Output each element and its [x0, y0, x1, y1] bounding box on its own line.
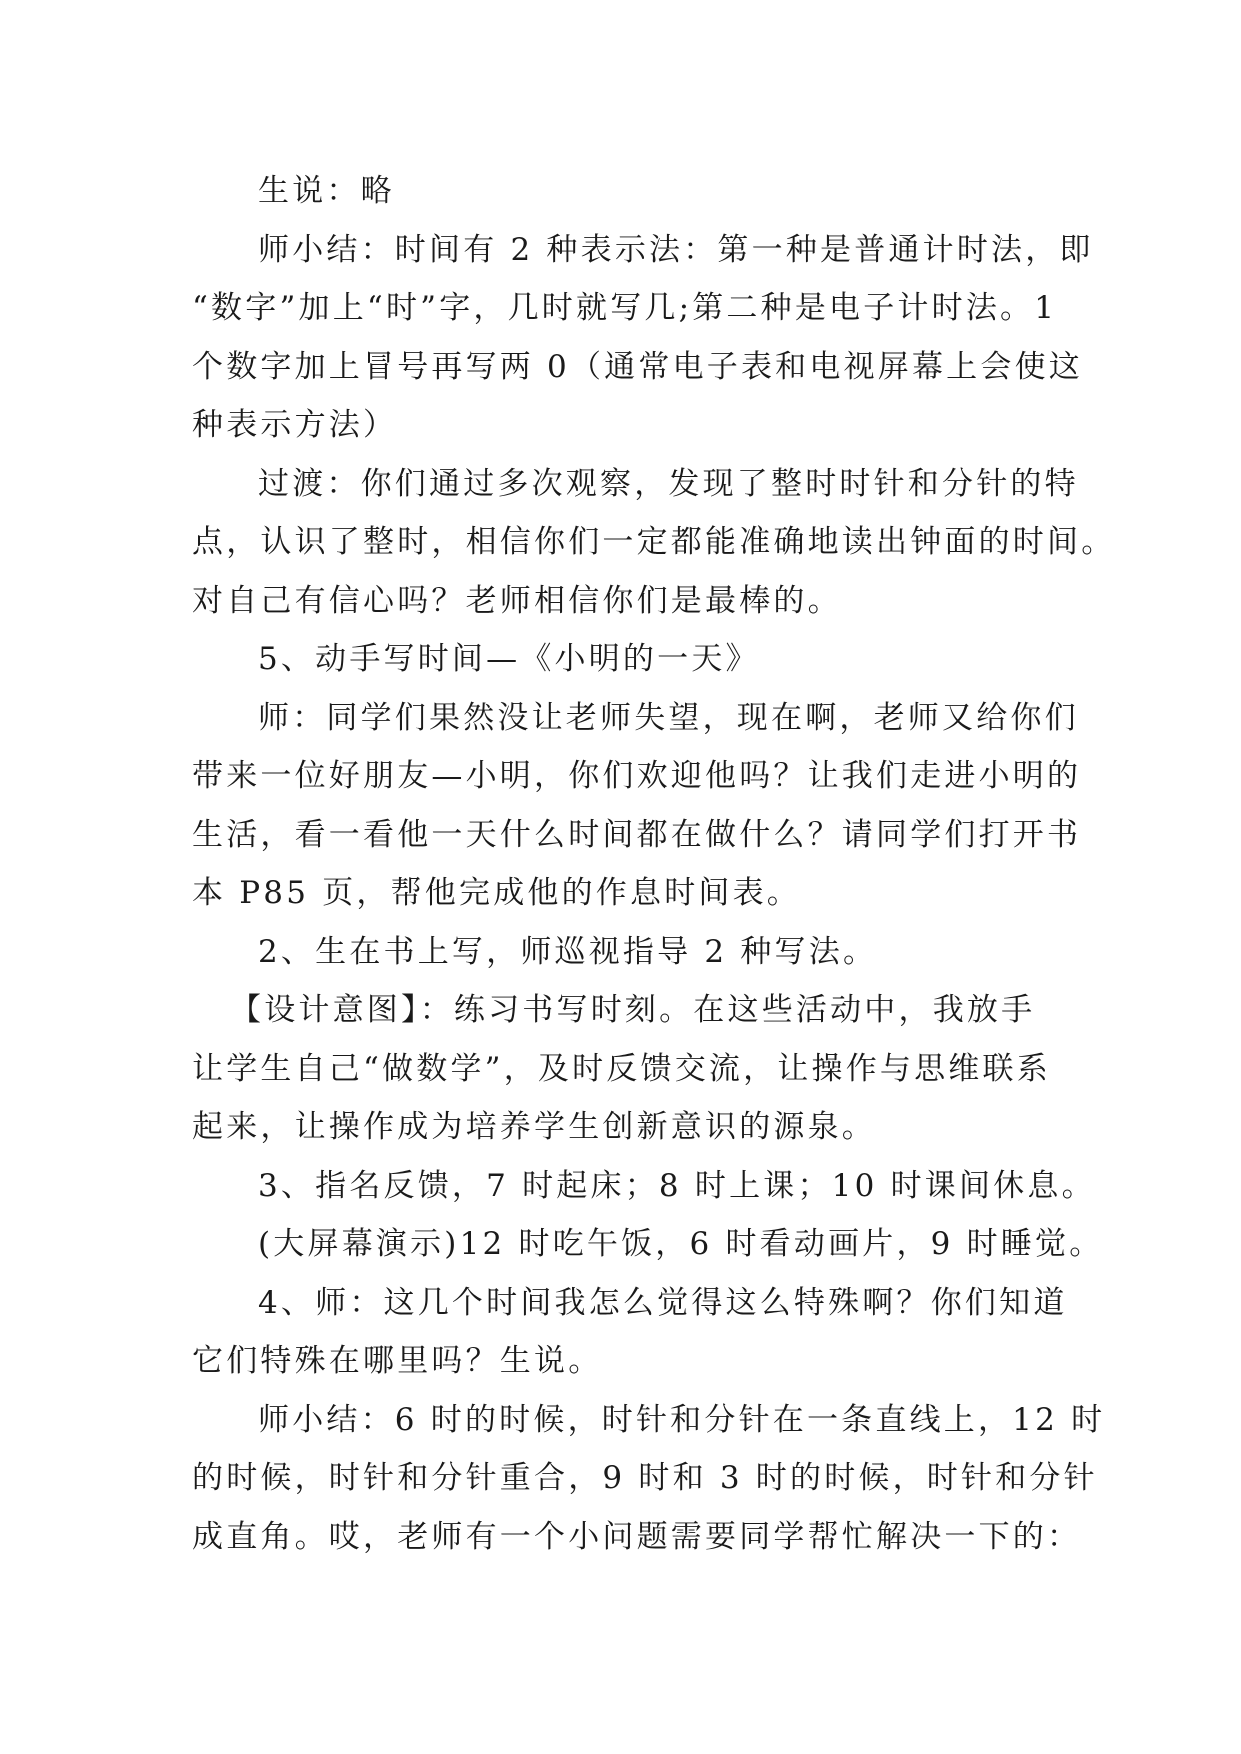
text-line: 3、指名反馈，7 时起床；8 时上课；10 时课间休息。 — [258, 1167, 1096, 1204]
text-line: 个数字加上冒号再写两 0（通常电子表和电视屏幕上会使这 — [192, 348, 1083, 385]
text-line: 4、师：这几个时间我怎么觉得这么特殊啊？你们知道 — [258, 1284, 1068, 1321]
text-line: 师小结：时间有 2 种表示法：第一种是普通计时法，即 — [258, 231, 1094, 268]
text-line: 带来一位好朋友—小明，你们欢迎他吗？让我们走进小明的 — [192, 758, 1082, 794]
document-body — [192, 162, 1116, 1566]
text-line: “数字”加上“时”字，几时就写几;第二种是电子计时法。1 — [192, 290, 1058, 326]
text-line: 本 P85 页，帮他完成他的作息时间表。 — [192, 875, 802, 911]
paragraph-step-3 — [192, 1157, 1096, 1216]
text-line: 让学生自己“做数学”，及时反馈交流，让操作与思维联系 — [192, 1050, 1051, 1087]
text-line: 它们特殊在哪里吗？生说。 — [192, 1343, 603, 1379]
text-line: 成直角。哎，老师有一个小问题需要同学帮忙解决一下的： — [192, 1518, 1082, 1555]
text-line: 对自己有信心吗？老师相信你们是最棒的。 — [192, 582, 842, 619]
text-line: 5、动手写时间—《小明的一天》 — [258, 641, 760, 677]
text-line: 师：同学们果然没让老师失望，现在啊，老师又给你们 — [258, 699, 1079, 736]
text-line: 种表示方法） — [192, 407, 398, 443]
paragraph-teacher-summary-clock-hands — [192, 1391, 1106, 1567]
paragraph-teacher-summary-time-notation — [192, 221, 1094, 455]
text-line: 过渡：你们通过多次观察，发现了整时时针和分针的特 — [258, 465, 1079, 502]
text-line: 生说：略 — [258, 173, 395, 209]
paragraph-teacher-xiaoming — [192, 689, 1082, 923]
paragraph-big-screen-demo — [192, 1215, 1104, 1274]
text-line: 师小结：6 时的时候，时针和分针在一条直线上，12 时 — [258, 1401, 1106, 1438]
paragraph-design-intent — [192, 981, 1052, 1157]
text-line: 【设计意图】：练习书写时刻。在这些活动中，我放手 — [230, 992, 1036, 1028]
paragraph-transition — [192, 455, 1116, 631]
paragraph-step-2 — [192, 923, 1052, 982]
paragraph-step-4 — [192, 1274, 1068, 1391]
text-line: 的时候，时针和分针重合，9 时和 3 时的时候，时针和分针 — [192, 1460, 1098, 1496]
paragraph-section-5-heading — [192, 630, 1052, 689]
text-line: (大屏幕演示)12 时吃午饭，6 时看动画片，9 时睡觉。 — [258, 1226, 1104, 1262]
text-line: 起来，让操作成为培养学生创新意识的源泉。 — [192, 1109, 876, 1145]
text-line: 点，认识了整时，相信你们一定都能准确地读出钟面的时间。 — [192, 524, 1116, 560]
paragraph-student-says — [192, 162, 1052, 221]
text-line: 生活，看一看他一天什么时间都在做什么？请同学们打开书 — [192, 816, 1082, 853]
text-line: 2、生在书上写，师巡视指导 2 种写法。 — [258, 933, 878, 970]
